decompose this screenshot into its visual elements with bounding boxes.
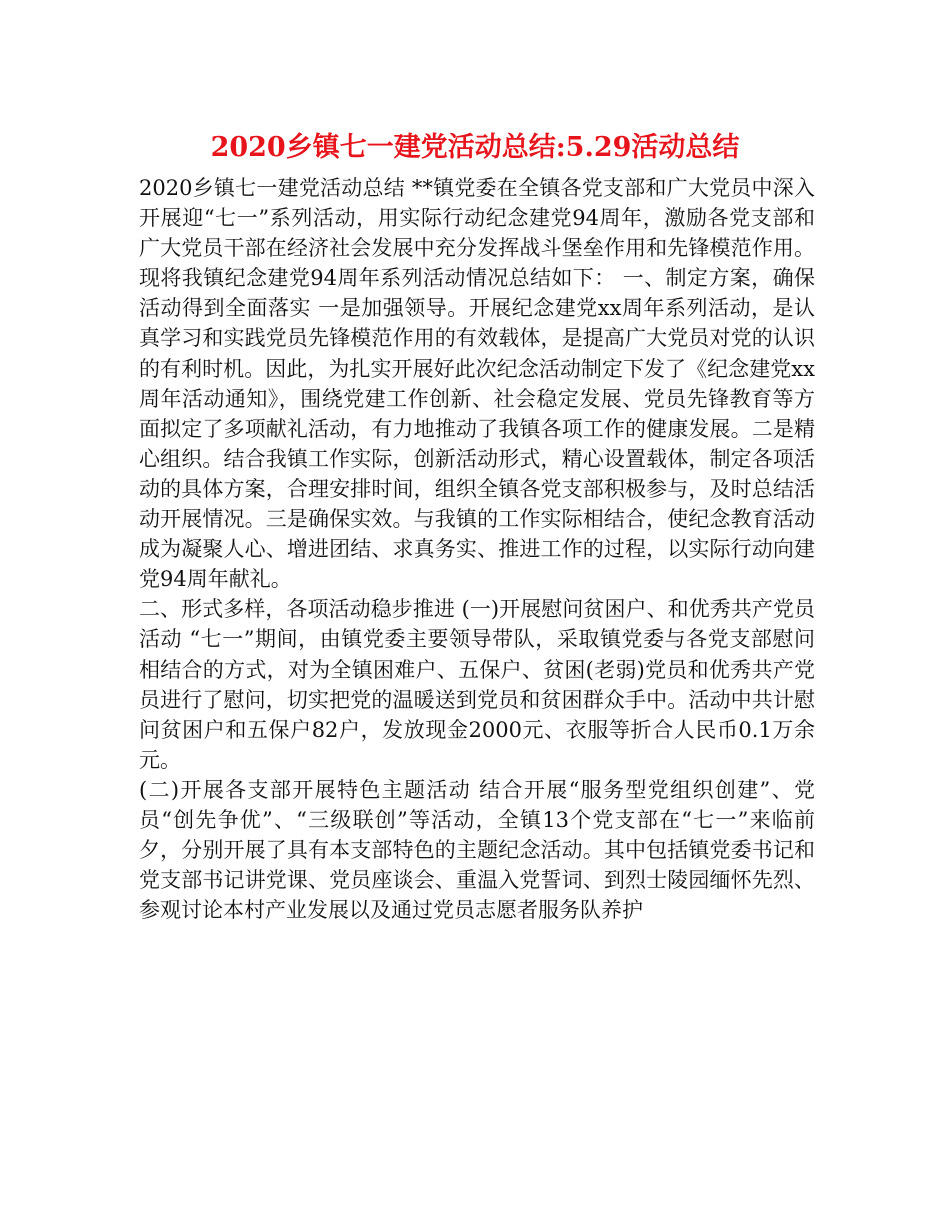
body-paragraph-3: (二)开展各支部开展特色主题活动 结合开展“服务型党组织创建”、党员“创先争优”、“三级联创”等活动，全镇13个党支部在“七一”来临前夕，分别开展了具有本支部特色的主题纪念活动。其中包括镇党委书记和党支部书记讲党课、党员座谈会、重温入党誓词、到烈士陵园缅怀先烈、参观讨论本村产业发展以及通过党员志愿者服务队养护: [139, 777, 815, 923]
body-paragraph-2: 二、形式多样，各项活动稳步推进 (一)开展慰问贫困户、和优秀共产党员活动 “七一”期间，由镇党委主要领导带队，采取镇党委与各党支部慰问相结合的方式，对为全镇困难户、五保户、贫困(老弱)党员和优秀共产党员进行了慰问，切实把党的温暖送到党员和贫困群众手中。活动中共计慰问贫困户和五保户82户，发放现金2000元、衣服等折合人民币0.1万余元。: [139, 597, 815, 772]
document-body: [139, 173, 815, 925]
body-paragraph-1: 2020乡镇七一建党活动总结 **镇党委在全镇各党支部和广大党员中深入开展迎“七一”系列活动，用实际行动纪念建党94周年，激励各党支部和广大党员干部在经济社会发展中充分发挥战斗堡垒作用和先锋模范作用。现将我镇纪念建党94周年系列活动情况总结如下： 一、制定方案，确保活动得到全面落实 一是加强领导。开展纪念建党xx周年系列活动，是认真学习和实践党员先锋模范作用的有效载体，是提高广大党员对党的认识的有利时机。因此，为扎实开展好此次纪念活动制定下发了《纪念建党xx周年活动通知》，围绕党建工作创新、社会稳定发展、党员先锋教育等方面拟定了多项献礼活动，有力地推动了我镇各项工作的健康发展。二是精心组织。结合我镇工作实际，创新活动形式，精心设置载体，制定各项活动的具体方案，合理安排时间，组织全镇各党支部积极参与，及时总结活动开展情况。三是确保实效。与我镇的工作实际相结合，使纪念教育活动成为凝聚人心、增进团结、求真务实、推进工作的过程，以实际行动向建党94周年献礼。: [139, 176, 815, 592]
document-title: 2020乡镇七一建党活动总结:5.29活动总结: [210, 132, 740, 163]
